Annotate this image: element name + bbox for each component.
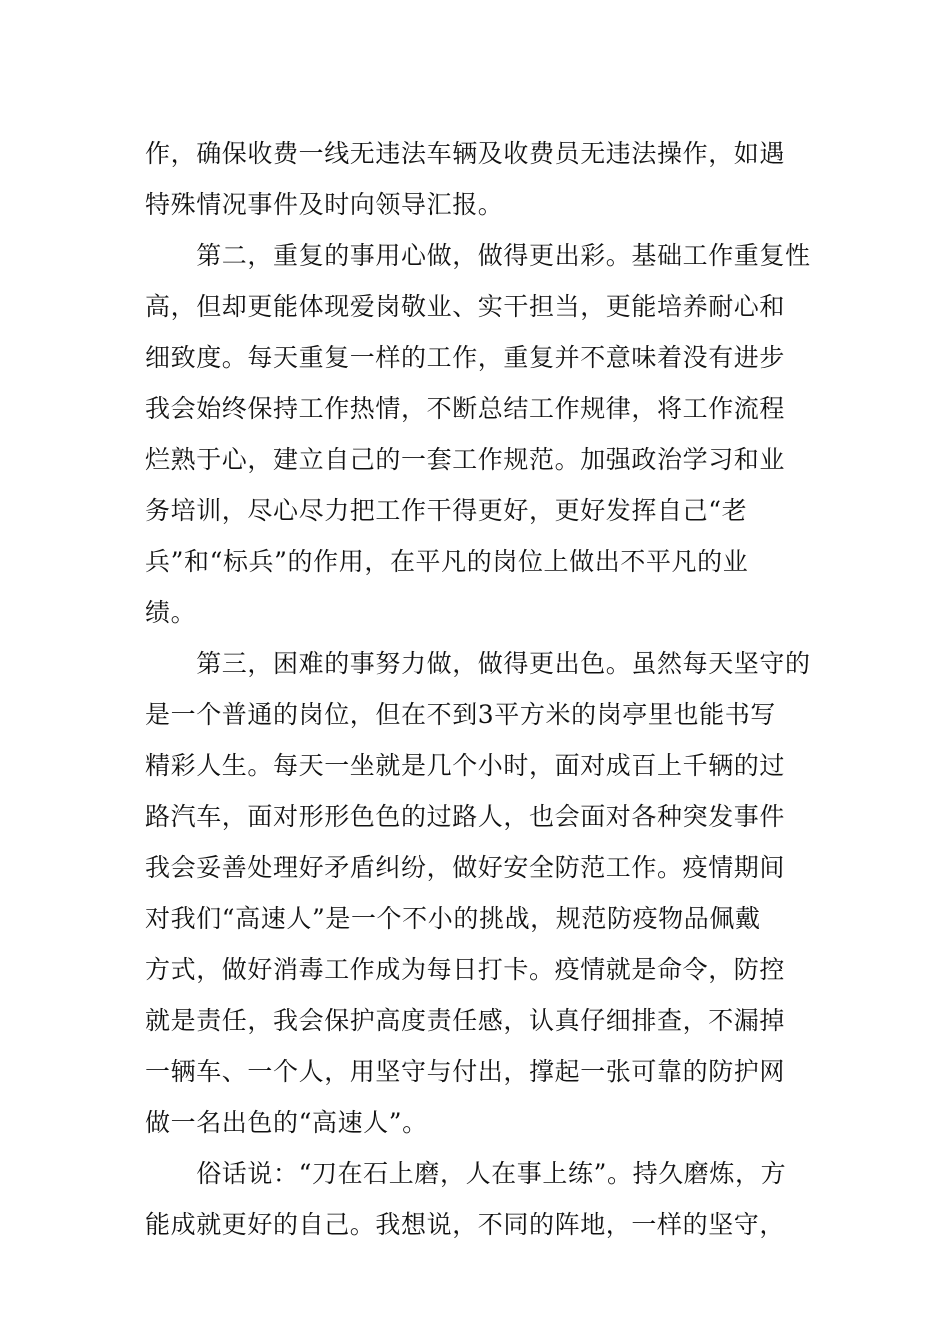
text-line: 俗话说：“刀在石上磨，人在事上练”。持久磨炼，方 — [145, 1159, 787, 1188]
text-line: 我会妥善处理好矛盾纠纷，做好安全防范工作。疫情期间 — [145, 853, 786, 882]
text-line: 兵”和“标兵”的作用，在平凡的岗位上做出不平凡的业 — [145, 547, 749, 576]
text-line: 能成就更好的自己。我想说，不同的阵地，一样的坚守， — [145, 1210, 786, 1239]
text-line: 细致度。每天重复一样的工作，重复并不意味着没有进步 — [145, 343, 786, 372]
text-line: 务培训，尽心尽力把工作干得更好，更好发挥自己“老 — [145, 496, 748, 525]
text-line: 我会始终保持工作热情，不断总结工作规律，将工作流程 — [145, 394, 786, 423]
text-line: 是一个普通的岗位，但在不到3平方米的岗亭里也能书写 — [145, 700, 776, 729]
text-line: 第三，困难的事努力做，做得更出色。虽然每天坚守的 — [145, 649, 811, 678]
text-line: 方式，做好消毒工作成为每日打卡。疫情就是命令，防控 — [145, 955, 786, 984]
text-line: 做一名出色的“高速人”。 — [145, 1108, 428, 1137]
text-line: 绩。 — [145, 598, 197, 627]
body-text — [145, 128, 810, 1250]
text-line: 对我们“高速人”是一个不小的挑战，规范防疫物品佩戴 — [145, 904, 761, 933]
text-line: 第二，重复的事用心做，做得更出彩。基础工作重复性 — [145, 241, 811, 270]
text-line: 就是责任，我会保护高度责任感，认真仔细排查，不漏掉 — [145, 1006, 786, 1035]
text-line: 精彩人生。每天一坐就是几个小时，面对成百上千辆的过 — [145, 751, 786, 780]
text-line: 作，确保收费一线无违法车辆及收费员无违法操作，如遇 — [145, 139, 786, 168]
text-line: 特殊情况事件及时向领导汇报。 — [145, 190, 504, 219]
text-line: 路汽车，面对形形色色的过路人，也会面对各种突发事件 — [145, 802, 786, 831]
text-line: 高，但却更能体现爱岗敬业、实干担当，更能培养耐心和 — [145, 292, 786, 321]
text-line: 一辆车、一个人，用坚守与付出，撑起一张可靠的防护网 — [145, 1057, 786, 1086]
text-line: 烂熟于心，建立自己的一套工作规范。加强政治学习和业 — [145, 445, 786, 474]
